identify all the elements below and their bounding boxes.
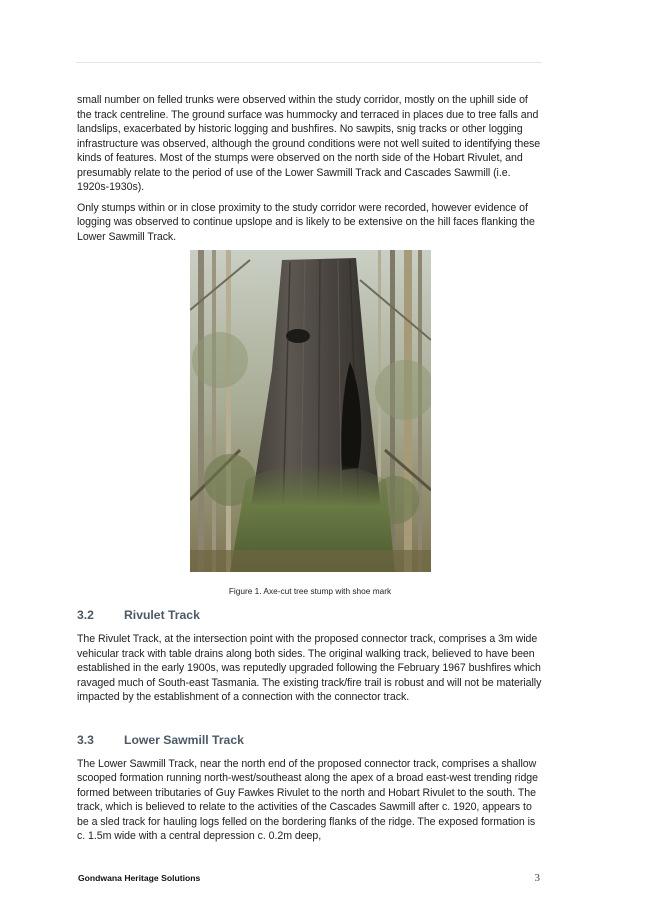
header-rule — [76, 62, 542, 63]
section-title: Rivulet Track — [124, 608, 200, 622]
section-number: 3.3 — [77, 732, 94, 747]
section-number: 3.2 — [77, 608, 94, 622]
footer-organisation: Gondwana Heritage Solutions — [78, 873, 201, 883]
page-content — [77, 93, 543, 844]
lower-sawmill-track-paragraph: The Lower Sawmill Track, near the north end of the proposed connector track, comprises a shallow scooped formation running north-west/southeast along the apex of a broad east-west trending ridge formed between tributaries of Guy Fawkes Rivulet to the north and Hobart Rivulet to the south. The track, which is believed to relate to the activities of the Cascades Sawmill after c. 1920, appears to be a sled track for hauling logs felled on the bordering flanks of the ridge. The exposed formation is c. 1.5m wide with a central depression c. 0.2m deep, — [77, 757, 538, 842]
page-number: 3 — [534, 872, 540, 884]
figure-1 — [77, 250, 543, 597]
tree-stump-photo — [190, 250, 431, 572]
section-heading-3-3 — [77, 732, 543, 748]
section-title: Lower Sawmill Track — [124, 732, 244, 747]
section-heading-3-2 — [77, 607, 543, 623]
rivulet-track-paragraph: The Rivulet Track, at the intersection point with the proposed connector track, comprises a 3m wide vehicular track with table drains along both sides. The original walking track, believed to have been established in the early 1900s, was reputedly upgraded following the February 1967 bushfires which ravaged much of South-east Tasmania. The existing track/fire trail is robust and will not be materially impacted by the establishment of a connection with the connector track. — [77, 633, 542, 703]
page-footer — [78, 872, 540, 884]
body-paragraph-1: small number on felled trunks were observed within the study corridor, mostly on the uphill side of the track centreline. The ground surface was hummocky and terraced in places due to tree falls and landslips, exacerbated by historic logging and bushfires. No sawpits, snig tracks or other logging infrastructure was observed, although the ground conditions were not well suited to identifying these kinds of features. Most of the stumps were observed on the north side of the Hobart Rivulet, and presumably relate to the period of use of the Lower Sawmill Track and Cascades Sawmill (i.e. 1920s-1930s). — [77, 94, 541, 193]
figure-caption: Figure 1. Axe-cut tree stump with shoe mark — [228, 586, 392, 596]
body-paragraph-2: Only stumps within or in close proximity to the study corridor were recorded, however evidence of logging was observed to continue upslope and is likely to be extensive on the hill faces flanking the Lower Sawmill Track. — [77, 201, 535, 243]
